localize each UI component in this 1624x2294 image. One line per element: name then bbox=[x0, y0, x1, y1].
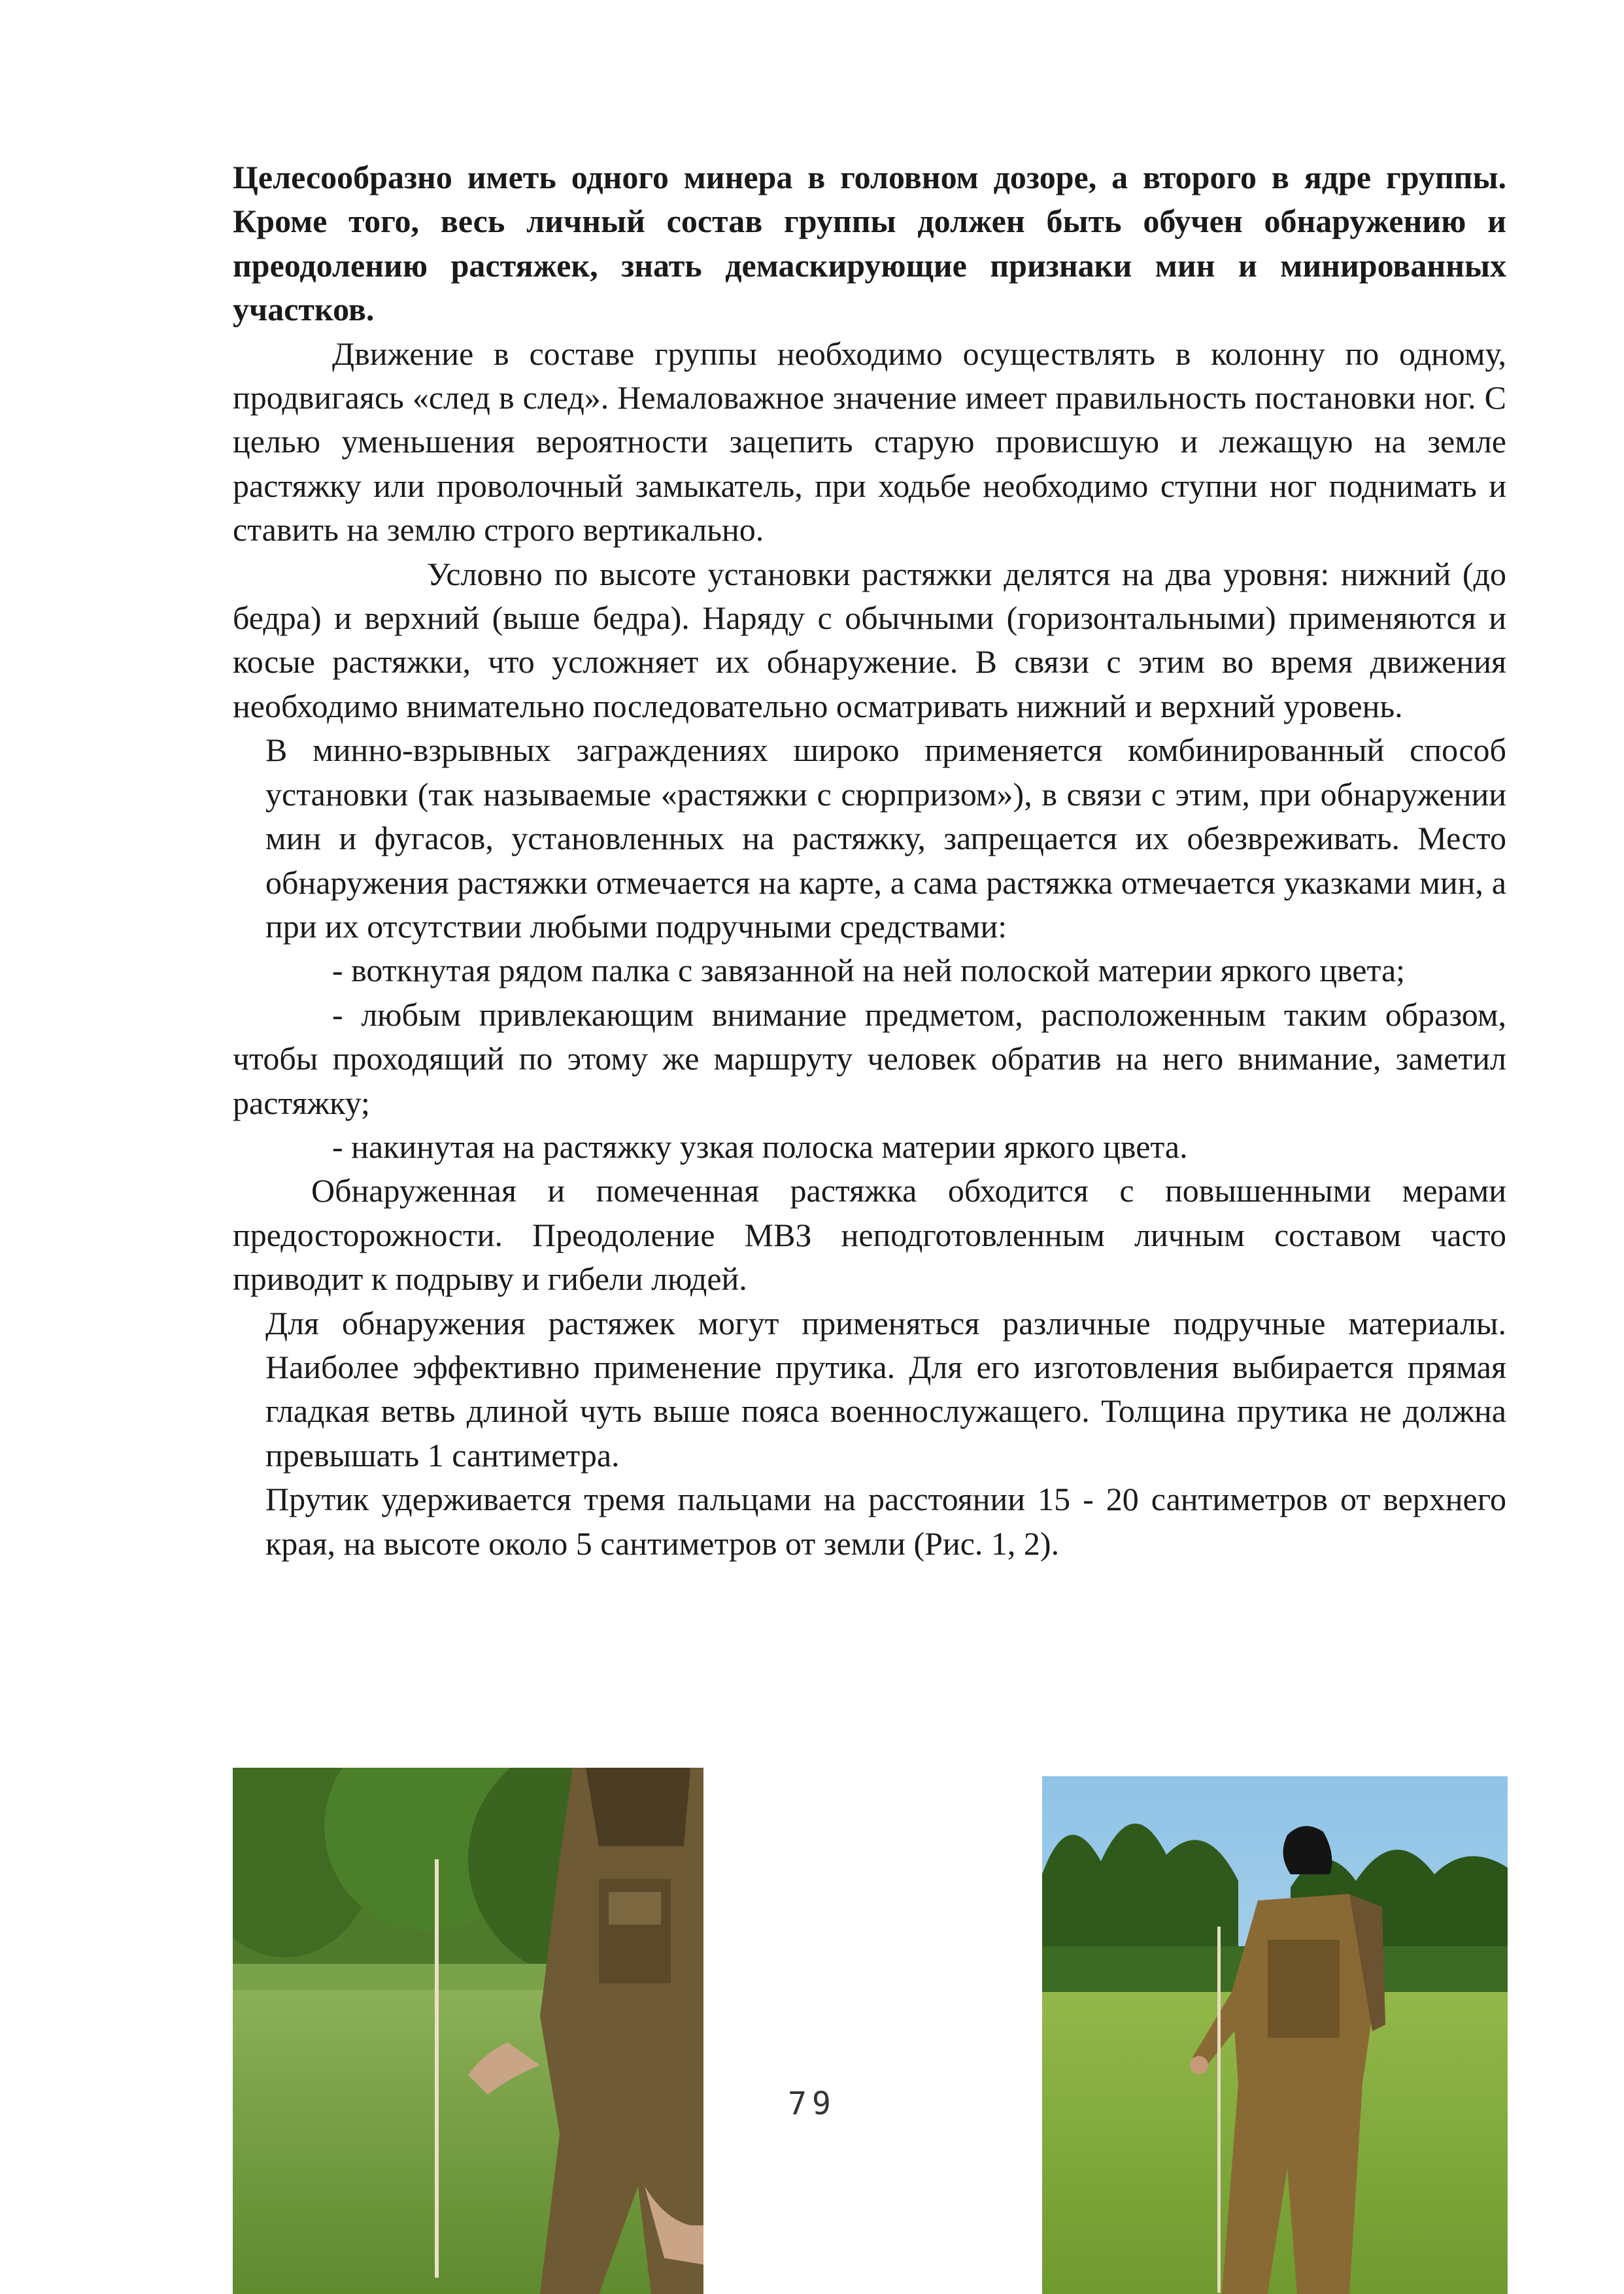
paragraph-tools: Для обнаружения растяжек могут применяться различные подручные материалы. Наиболее эффективно применение прутика. Для его изготовления выбирается прямая гладкая ветвь длиной чуть выше пояса военнослужащего. Толщина прутика не должна превышать 1 сантиметра. bbox=[265, 1304, 1506, 1474]
list-item-object: - любым привлекающим внимание предметом, расположенным таким образом, чтобы проходящий по этому же маршруту человек обратив на него внимание, заметил растяжку; bbox=[233, 996, 1506, 1121]
photo-figure-2-image bbox=[1042, 1776, 1508, 2294]
list-item-stick: - воткнутая рядом палка с завязанной на ней полоской материи яркого цвета; bbox=[332, 952, 1406, 989]
paragraph-rod: Прутик удерживается тремя пальцами на расстоянии 15 - 20 сантиметров от верхнего края, на высоте около 5 сантиметров от земли (Рис. 1, 2). bbox=[265, 1481, 1506, 1562]
body-text bbox=[233, 156, 1506, 1566]
paragraph-bold-intro: Целесообразно иметь одного минера в головном дозоре, а второго в ядре группы. Кроме того, весь личный состав группы должен быть обучен обнаружению и преодолению растяжек, знать демаскирующие признаки мин и минированных участков. bbox=[233, 159, 1506, 328]
paragraph-movement: Движение в составе группы необходимо осуществлять в колонну по одному, продвигаясь «след в след». Немаловажное значение имеет правильность постановки ног. С целью уменьшения вероятности зацепить старую провисшую и лежащую на земле растяжку или проволочный замыкатель, при ходьбе необходимо ступни ног поднимать и ставить на землю строго вертикально. bbox=[233, 335, 1506, 548]
photo-figure-1-image bbox=[233, 1768, 703, 2294]
paragraph-combined: В минно-взрывных заграждениях широко применяется комбинированный способ установки (так называемые «растяжки с сюрпризом»), в связи с этим, при обнаружении мин и фугасов, установленных на растяжку, запрещается их обезвреживать. Место обнаружения растяжки отмечается на карте, а сама растяжка отмечается указками мин, а при их отсутствии любыми подручными средствами: bbox=[265, 732, 1506, 945]
page-number: 79 bbox=[788, 2085, 836, 2122]
photo-figure-2 bbox=[1042, 1776, 1508, 2294]
paragraph-caution: Обнаруженная и помеченная растяжка обходится с повышенными мерами предосторожности. Преодоление МВЗ неподготовленным личным составом часто приводит к подрыву и гибели людей. bbox=[233, 1172, 1506, 1298]
paragraph-levels: Условно по высоте установки растяжки делятся на два уровня: нижний (до бедра) и верхний (выше бедра). Наряду с обычными (горизонтальными) применяются и косые растяжки, что усложняет их обнаружение. В связи с этим во время движения необходимо внимательно последовательно осматривать нижний и верхний уровень. bbox=[233, 555, 1506, 724]
photo-figure-1 bbox=[233, 1768, 703, 2294]
list-item-strip: - накинутая на растяжку узкая полоска материи яркого цвета. bbox=[332, 1128, 1188, 1165]
